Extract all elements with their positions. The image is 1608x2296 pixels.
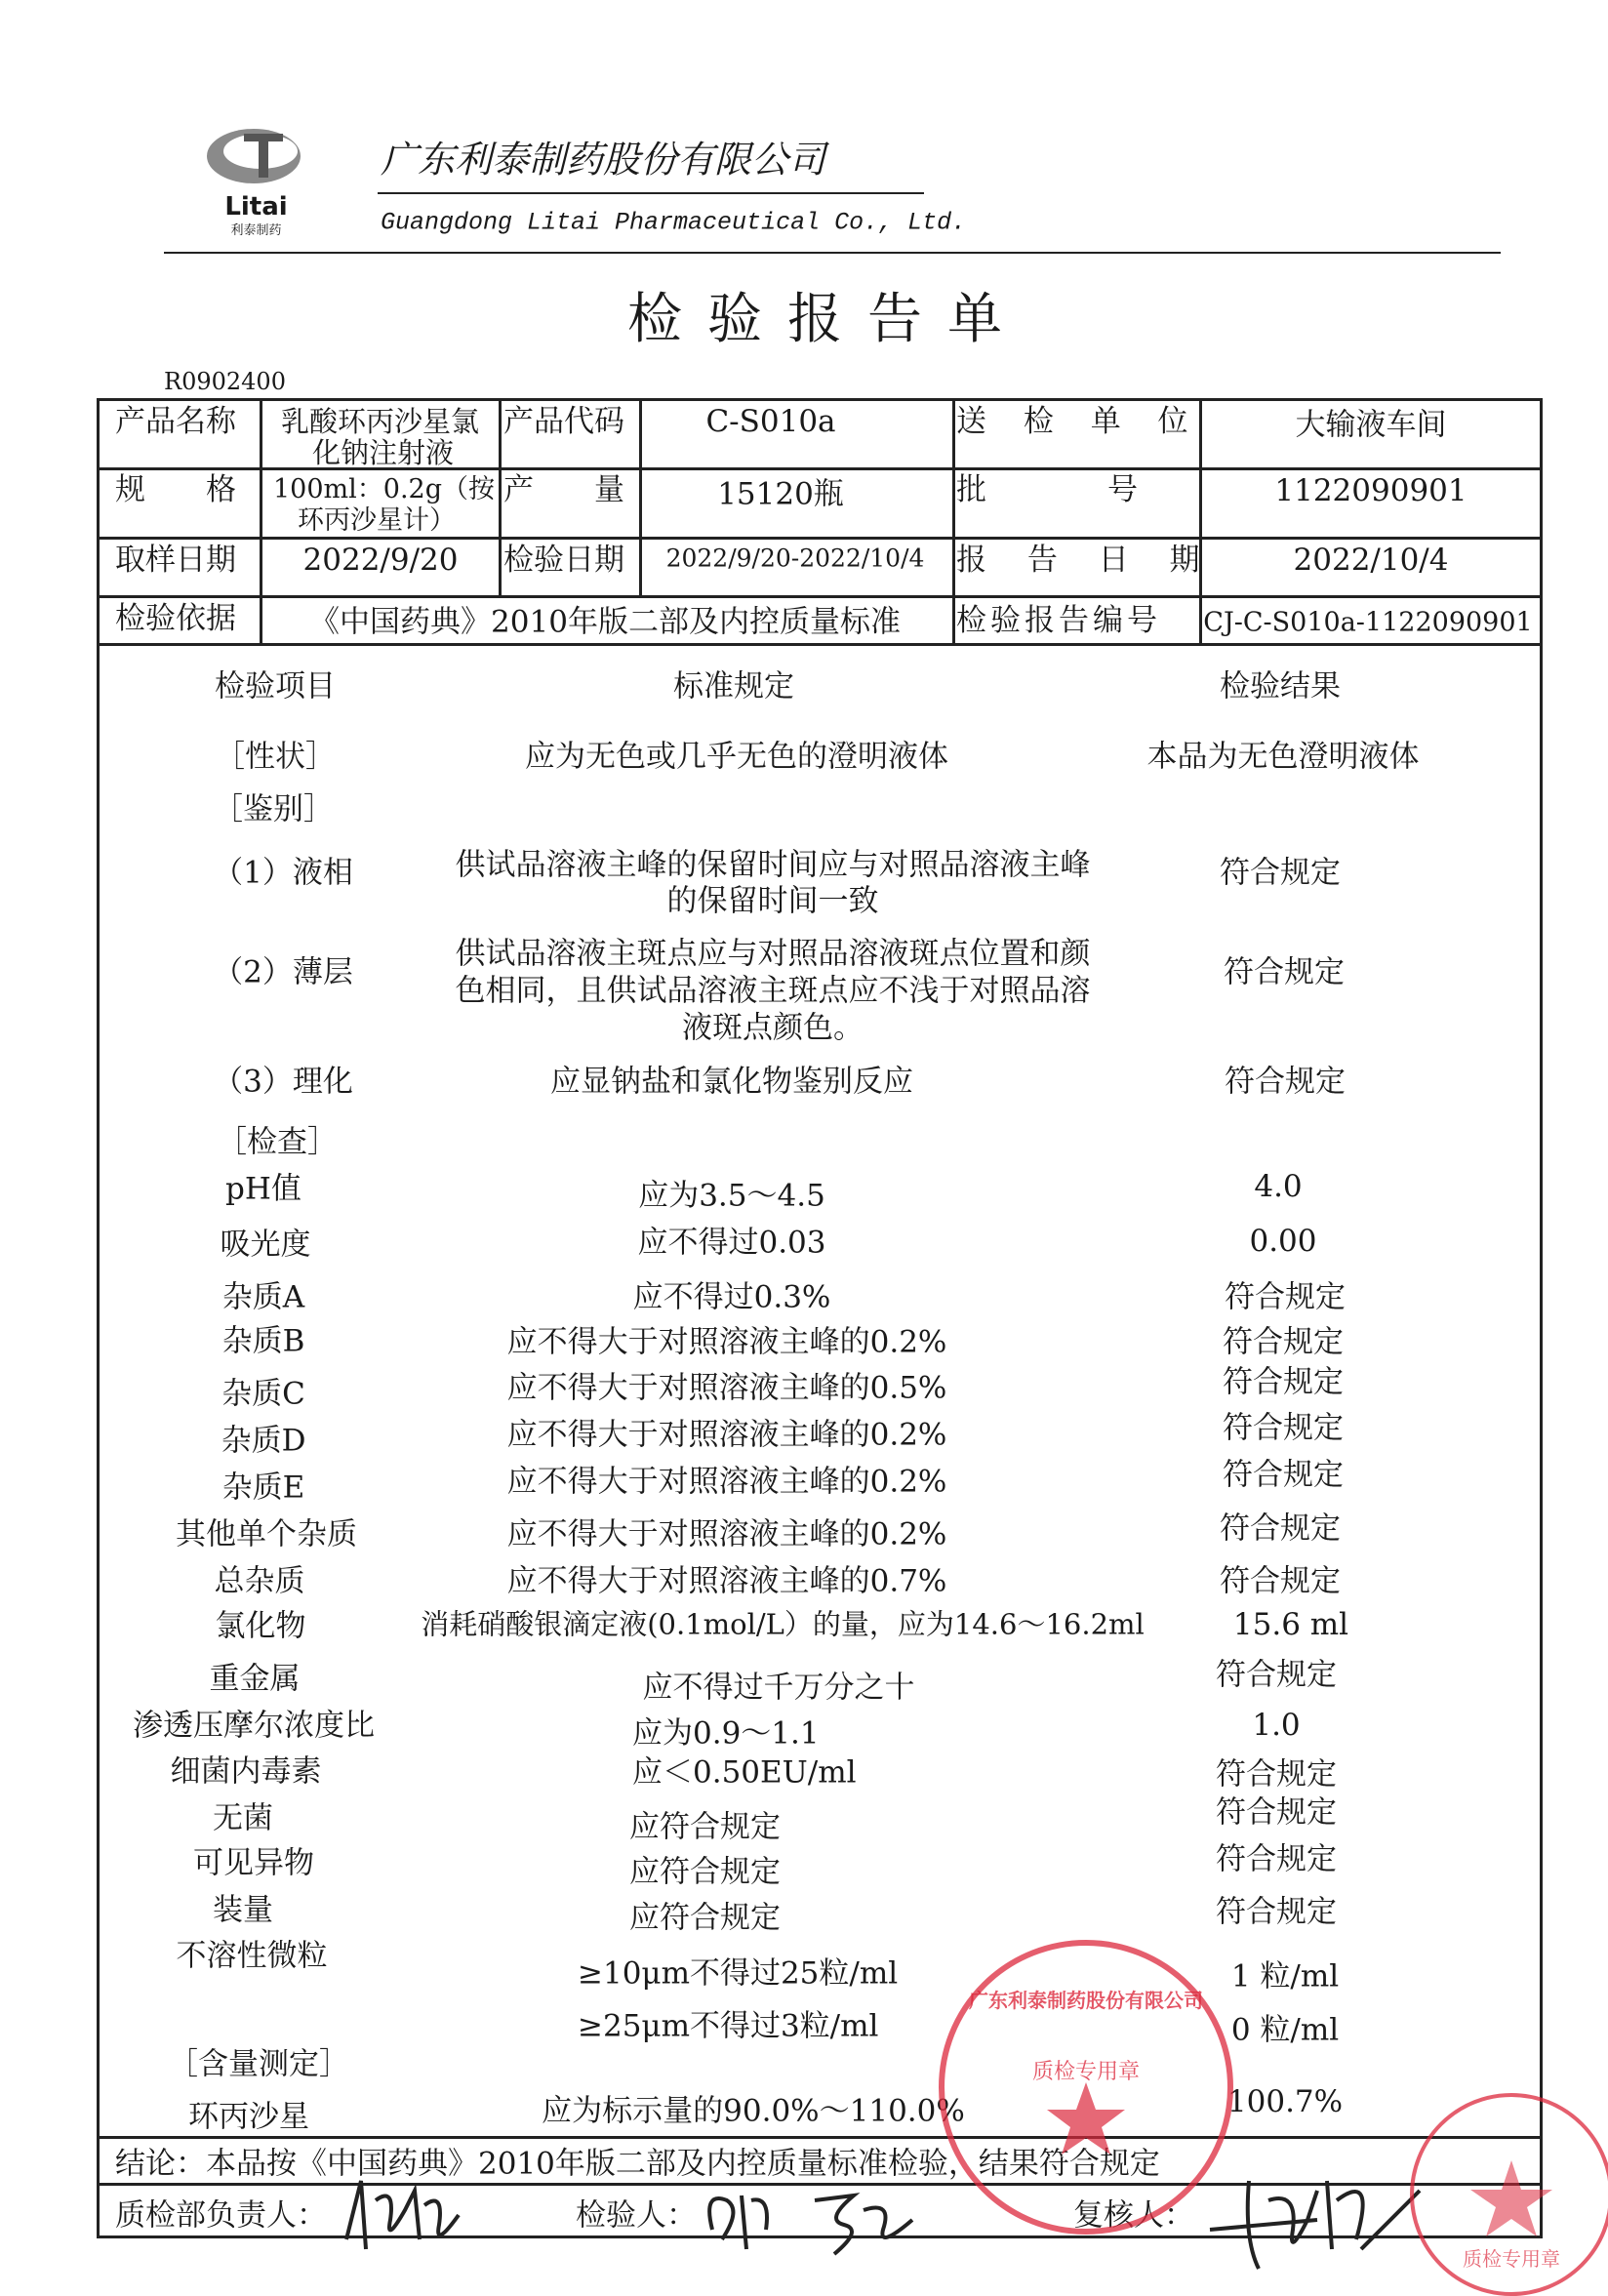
header-rule: [164, 252, 1501, 254]
section-identification: ［鉴别］: [213, 791, 334, 827]
standard: 应显钠盐和氯化物鉴别反应: [550, 1064, 913, 1100]
spec-label: 规 格: [115, 472, 236, 507]
section-assay: ［含量测定］: [168, 2046, 349, 2082]
qc-head-label: 质检部负责人：: [115, 2197, 327, 2234]
qty: 15120瓶: [717, 476, 844, 512]
conclusion: 结论：本品按《中国药典》2010年版二部及内控质量标准检验，结果符合规定: [115, 2146, 1160, 2182]
item: 无菌: [213, 1800, 273, 1836]
signature-reviewer: [1200, 2152, 1425, 2278]
standard-10um: ≥10μm不得过25粒/ml: [578, 1955, 899, 1992]
standard: 应不得大于对照溶液主峰的0.2%: [506, 1417, 947, 1453]
dept-label: 送 检 单 位: [956, 404, 1202, 439]
reviewer-label: 复核人：: [1073, 2197, 1194, 2234]
standard-line1: 供试品溶液主斑点应与对照品溶液斑点位置和颜: [455, 936, 1091, 972]
standard-25um: ≥25μm不得过3粒/ml: [578, 2008, 879, 2044]
result: 符合规定: [1216, 1657, 1337, 1693]
result: 0.00: [1249, 1224, 1317, 1259]
item: 杂质C: [221, 1376, 305, 1412]
standard: 应不得过0.03: [637, 1225, 826, 1261]
item: 氯化物: [215, 1608, 306, 1644]
report-date: 2022/10/4: [1293, 543, 1449, 578]
doc-code: R0902400: [164, 368, 286, 395]
standard: 应＜0.50EU/ml: [632, 1754, 857, 1791]
standard-line2: 色相同，且供试品溶液主斑点应不浅于对照品溶: [455, 973, 1091, 1009]
result: 15.6 ml: [1232, 1607, 1349, 1642]
result: 符合规定: [1216, 1841, 1337, 1877]
item: pH值: [225, 1171, 302, 1207]
item: 装量: [213, 1892, 273, 1928]
logo-text: Litai: [224, 192, 288, 222]
item: 其他单个杂质: [176, 1516, 357, 1552]
result-25um: 0 粒/ml: [1230, 2012, 1340, 2048]
result: 符合规定: [1225, 1279, 1346, 1315]
item: 细菌内毒素: [170, 1753, 322, 1790]
result: 4.0: [1254, 1169, 1303, 1204]
result: 符合规定: [1220, 1563, 1341, 1599]
company-stamp: [939, 1940, 1233, 2235]
section-check: ［检查］: [217, 1124, 338, 1160]
col-item: 检验项目: [215, 668, 336, 705]
batch-number: 1122090901: [1274, 473, 1467, 508]
company-name-en: Guangdong Litai Pharmaceutical Co., Ltd.: [381, 208, 967, 237]
result-10um: 1 粒/ml: [1230, 1958, 1340, 1994]
result: 符合规定: [1224, 954, 1345, 990]
sample-date: 2022/9/20: [302, 543, 459, 578]
report-no: CJ-C-S010a-1122090901: [1203, 607, 1533, 638]
qty-label: 产 量: [503, 472, 624, 507]
item: （2）薄层: [213, 954, 353, 990]
item: 杂质B: [221, 1323, 305, 1359]
sample-date-label: 取样日期: [115, 543, 236, 578]
secondary-stamp: [1410, 2093, 1608, 2296]
item: ［性状］: [215, 739, 336, 775]
result: 符合规定: [1220, 1511, 1341, 1547]
standard: 应符合规定: [629, 1900, 781, 1936]
result: 符合规定: [1223, 1364, 1344, 1400]
spec-line1: 100ml：0.2g（按: [273, 474, 495, 504]
secondary-stamp-text: 质检专用章: [1463, 2247, 1560, 2271]
result: 符合规定: [1216, 1794, 1337, 1831]
standard: 应符合规定: [629, 1809, 781, 1845]
basis: 《中国药典》2010年版二部及内控质量标准: [309, 604, 901, 640]
product-code: C-S010a: [705, 404, 836, 439]
col-result: 检验结果: [1220, 668, 1341, 705]
logo-subtext: 利泰制药: [230, 223, 282, 238]
batch-label: 批 号: [956, 472, 1138, 507]
standard: 应不得过千万分之十: [642, 1670, 915, 1706]
standard: 应不得大于对照溶液主峰的0.2%: [506, 1464, 947, 1500]
result: 符合规定: [1216, 1894, 1337, 1930]
page-title: 检验报告单: [627, 288, 1027, 351]
signature-qc-head: [337, 2171, 463, 2259]
item: 可见异物: [193, 1845, 314, 1881]
result: 符合规定: [1223, 1410, 1344, 1446]
standard: 应不得大于对照溶液主峰的0.7%: [506, 1563, 947, 1599]
item: 总杂质: [214, 1563, 305, 1599]
item: 杂质A: [221, 1279, 305, 1315]
test-date-label: 检验日期: [503, 543, 624, 578]
standard: 应为0.9～1.1: [632, 1715, 820, 1752]
standard-line1: 供试品溶液主峰的保留时间应与对照品溶液主峰: [455, 847, 1091, 883]
result: 100.7%: [1226, 2084, 1344, 2119]
spec-line2: 环丙沙星计）: [298, 505, 456, 536]
standard-line2: 的保留时间一致: [666, 883, 879, 919]
company-underline: [378, 192, 924, 194]
result: 符合规定: [1216, 1756, 1337, 1792]
result: 符合规定: [1225, 1064, 1346, 1100]
standard: 消耗硝酸银滴定液(0.1mol/L）的量，应为14.6～16.2ml: [421, 1607, 1145, 1641]
inspector-label: 检验人：: [576, 2197, 697, 2234]
signature-inspector: [698, 2171, 932, 2259]
result: 符合规定: [1220, 855, 1341, 891]
company-name-cn: 广东利泰制药股份有限公司: [381, 138, 826, 181]
item: 杂质D: [221, 1423, 306, 1459]
standard: 应不得过0.3%: [632, 1279, 831, 1315]
product-code-label: 产品代码: [503, 404, 624, 439]
standard: 应符合规定: [629, 1854, 781, 1890]
stamp-text: 广东利泰制药股份有限公司: [969, 1989, 1203, 2012]
stamp-subtext: 质检专用章: [1031, 2060, 1140, 2084]
test-date: 2022/9/20-2022/10/4: [665, 544, 925, 573]
standard: 应为3.5～4.5: [638, 1178, 825, 1214]
standard: 应不得大于对照溶液主峰的0.5%: [506, 1370, 947, 1406]
standard-line3: 液斑点颜色。: [682, 1010, 864, 1046]
standard: 应为标示量的90.0%～110.0%: [542, 2093, 965, 2129]
report-no-label: 检验报告编号: [956, 603, 1161, 638]
standard: 应不得大于对照溶液主峰的0.2%: [506, 1516, 947, 1552]
result: 符合规定: [1223, 1457, 1344, 1493]
col-standard: 标准规定: [673, 668, 794, 705]
item: 不溶性微粒: [176, 1938, 328, 1974]
logo-mark-icon: [200, 122, 312, 190]
item: 环丙沙星: [188, 2099, 309, 2135]
report-date-label: 报 告 日 期: [956, 543, 1216, 578]
result: 符合规定: [1223, 1324, 1344, 1360]
dept: 大输液车间: [1295, 407, 1447, 443]
item: 重金属: [209, 1661, 301, 1697]
item: 渗透压摩尔浓度比: [133, 1708, 375, 1744]
item: 杂质E: [221, 1470, 305, 1506]
basis-label: 检验依据: [115, 601, 236, 636]
company-logo: [200, 122, 312, 238]
product-name-label: 产品名称: [115, 404, 236, 439]
product-name-line2: 化钠注射液: [312, 436, 455, 469]
result: 1.0: [1252, 1708, 1301, 1743]
item: 吸光度: [220, 1227, 311, 1263]
item: （1）液相: [213, 855, 353, 891]
product-name-line1: 乳酸环丙沙星氯: [281, 405, 480, 438]
item: （3）理化: [213, 1064, 353, 1100]
result: 本品为无色澄明液体: [1146, 739, 1420, 775]
standard: 应不得大于对照溶液主峰的0.2%: [506, 1324, 947, 1360]
standard: 应为无色或几乎无色的澄明液体: [525, 739, 948, 775]
